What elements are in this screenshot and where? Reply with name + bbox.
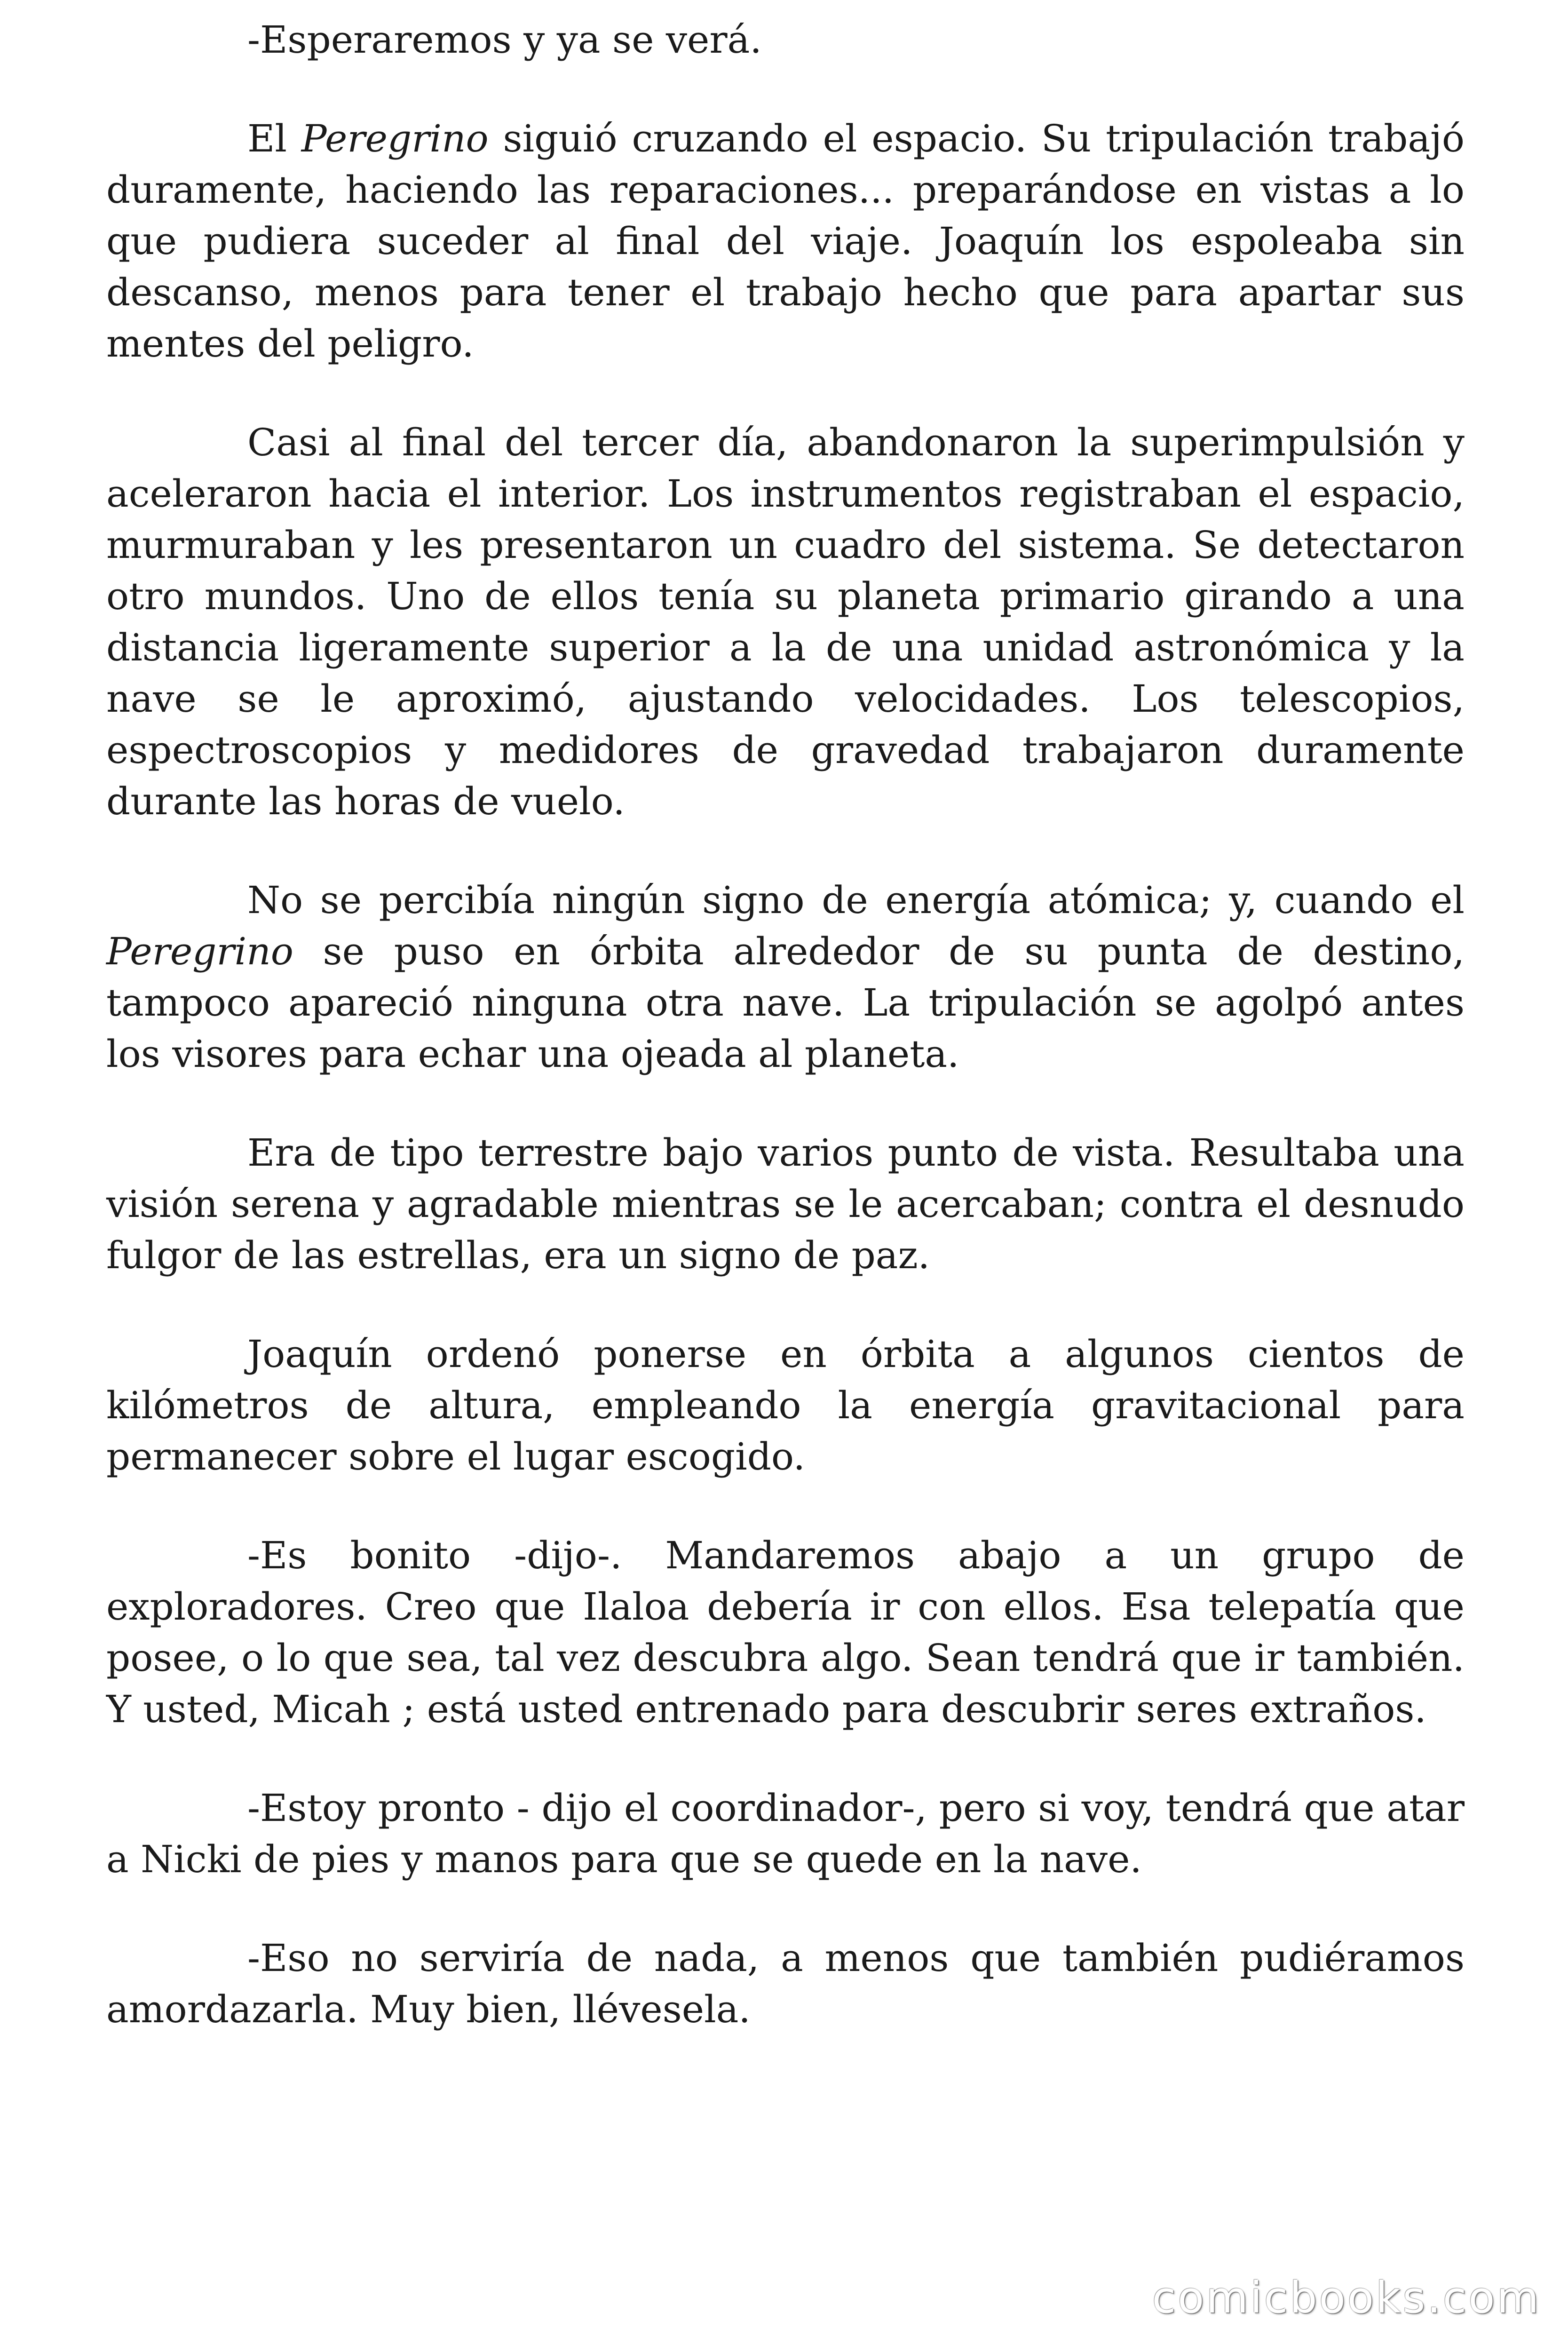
paragraph-3 [106, 417, 1465, 827]
paragraph-text: -Esperaremos y ya se verá. [247, 18, 762, 62]
ship-name-italic: Peregrino [106, 930, 293, 973]
paragraph-text-end: siguió cruzando el espacio. Su tripulación trabajó duramente, haciendo las reparaciones... preparándose en vistas a lo que pudiera suceder al final del viaje. Joaquín los espoleaba sin descanso, menos para tener el trabajo hecho que para apartar sus mentes del peligro. [106, 117, 1465, 366]
paragraph-text-start: No se percibía ningún signo de energía atómica; y, cuando el [247, 878, 1465, 922]
paragraph-text-end: se puso en órbita alrededor de su punta de destino, tampoco apareció ninguna otra nave. La tripulación se agolpó antes los visores para echar una ojeada al planeta. [106, 930, 1465, 1076]
paragraph-text: Joaquín ordenó ponerse en órbita a algunos cientos de kilómetros de altura, empleando la energía gravitacional para permanecer sobre el lugar escogido. [106, 1332, 1465, 1478]
paragraph-8 [106, 1782, 1465, 1885]
body-text [106, 14, 1465, 2082]
paragraph-text-start: El [247, 117, 301, 160]
paragraph-text: -Es bonito -dijo-. Mandaremos abajo a un grupo de exploradores. Creo que Ilaloa debería ir con ellos. Esa telepatía que posee, o lo que sea, tal vez descubra algo. Sean tendrá que ir también. Y usted, Micah ; está usted entrenado para descubrir seres extraños. [106, 1534, 1465, 1731]
paragraph-5 [106, 1127, 1465, 1281]
paragraph-6 [106, 1328, 1465, 1482]
paragraph-text: Casi al final del tercer día, abandonaron la superimpulsión y aceleraron hacia el interior. Los instrumentos registraban el espacio, murmuraban y les presentaron un cuadro del sistema. Se detectaron otro mundos. Uno de ellos tenía su planeta primario girando a una distancia ligeramente superior a la de una unidad astronómica y la nave se le aproximó, ajustando velocidades. Los telescopios, espectroscopios y medidores de gravedad trabajaron duramente durante las horas de vuelo. [106, 421, 1465, 823]
paragraph-text: -Eso no serviría de nada, a menos que también pudiéramos amordazarla. Muy bien, llévesela. [106, 1936, 1465, 2031]
paragraph-4 [106, 874, 1465, 1080]
ship-name-italic: Peregrino [301, 117, 489, 160]
paragraph-9 [106, 1932, 1465, 2035]
watermark-logo: comicbooks.com [1152, 2273, 1541, 2323]
paragraph-text: Era de tipo terrestre bajo varios punto de vista. Resultaba una visión serena y agradable mientras se le acercaban; contra el desnudo fulgor de las estrellas, era un signo de paz. [106, 1131, 1465, 1277]
paragraph-7 [106, 1530, 1465, 1735]
paragraph-1 [106, 14, 1465, 65]
paragraph-2 [106, 113, 1465, 369]
paragraph-text: -Estoy pronto - dijo el coordinador-, pero si voy, tendrá que atar a Nicki de pies y manos para que se quede en la nave. [106, 1786, 1465, 1881]
